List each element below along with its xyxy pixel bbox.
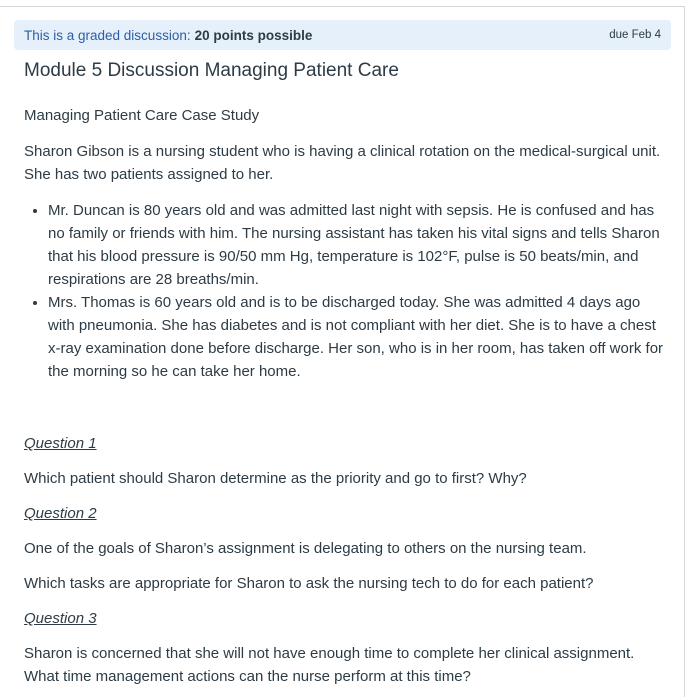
question-2-label: Question 2 [24,505,97,522]
question-1-label: Question 1 [24,435,97,452]
question-3-text: Sharon is concerned that she will not have enough time to complete her clinical assignment. What time management actions can the nurse perform at this time? [24,645,635,685]
question-2-text: One of the goals of Sharon’s assignment is delegating to others on the nursing team. [24,540,587,557]
discussion-body [24,104,664,700]
patient-list [24,199,664,383]
patient-item: • Mr. Duncan is 80 years old and was admitted last night with sepsis. He is confused and has no family or friends with him. The nursing assistant has taken his vital signs and tells Sharon that his blood pressure is 90/50 mm Hg, temperature is 102°F, pulse is 50 beats/min, and respirations are 28 breaths/min. [48,199,664,291]
question-3-label: Question 3 [24,610,97,627]
due-date: due Feb 4 [609,29,661,41]
case-intro: Sharon Gibson is a nursing student who is having a clinical rotation on the medical-surgical unit. She has two patients assigned to her. [24,143,661,183]
patient-item: • Mrs. Thomas is 60 years old and is to be discharged today. She was admitted 4 days ago with pneumonia. She has diabetes and is not compliant with her diet. She is to have a chest x-ray examination done before discharge. Her son, who is in her room, has taken off work for the morning so he can take her home. [48,291,664,383]
graded-discussion-banner [14,20,671,50]
question-2-text-followup: Which tasks are appropriate for Sharon to ask the nursing tech to do for each patient? [24,575,594,592]
discussion-title: Module 5 Discussion Managing Patient Care [24,60,399,81]
case-study-title: Managing Patient Care Case Study [24,107,260,124]
graded-discussion-label: This is a graded discussion: [24,27,191,43]
question-1-text: Which patient should Sharon determine as the priority and go to first? Why? [24,470,527,487]
points-possible: 20 points possible [194,27,313,43]
